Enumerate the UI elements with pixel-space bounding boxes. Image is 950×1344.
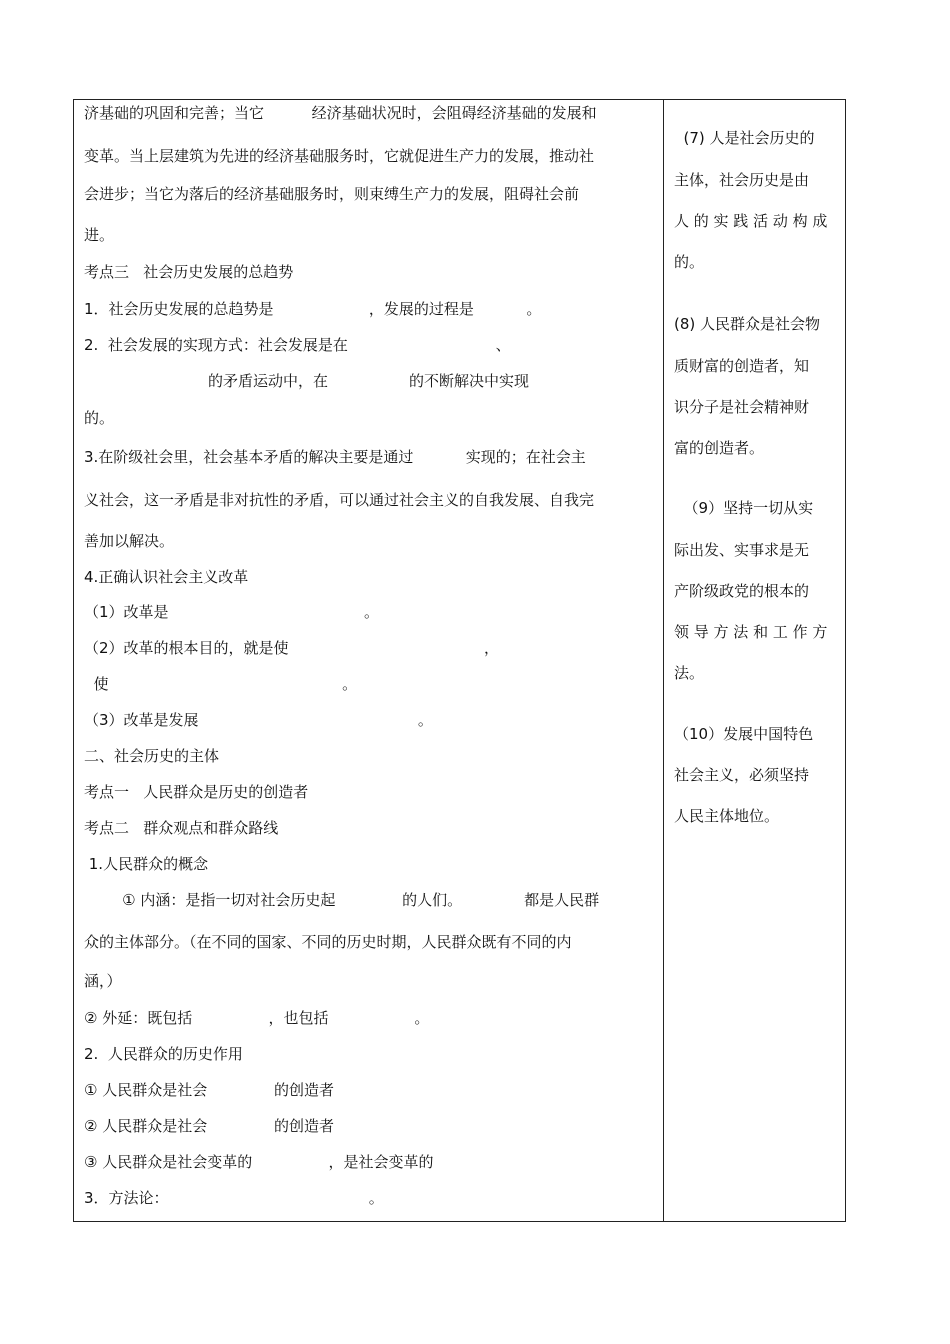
text-line: 义社会，这一矛盾是非对抗性的矛盾，可以通过社会主义的自我发展、自我完 xyxy=(84,491,595,509)
text-line: 变革。当上层建筑为先进的经济基础服务时，它就促进生产力的发展，推动社 xyxy=(84,147,595,165)
note-line: （10）发展中国特色 xyxy=(674,725,814,743)
text-line: （2）改革的根本目的，就是使 ， xyxy=(84,639,500,657)
notes-column xyxy=(664,100,847,1221)
text-line: 2. 社会发展的实现方式：社会发展是在 、 xyxy=(84,336,511,354)
section-heading: 考点一 人民群众是历史的创造者 xyxy=(84,783,309,801)
text-line: ① 人民群众是社会 的创造者 xyxy=(84,1081,334,1099)
note-line: 富的创造者。 xyxy=(674,439,765,457)
text-line: 3.在阶级社会里，社会基本矛盾的解决主要是通过 实现的；在社会主 xyxy=(84,448,586,466)
text-line: ① 内涵：是指一切对社会历史起 的人们。 都是人民群 xyxy=(84,891,600,909)
note-line: (8) 人民群众是社会物 xyxy=(674,315,821,333)
text-line: 涵，） xyxy=(84,972,122,990)
note-line: 质财富的创造者，知 xyxy=(674,357,810,375)
text-line: 1.人民群众的概念 xyxy=(84,855,209,873)
text-line: 进。 xyxy=(84,226,115,244)
text-line: ② 人民群众是社会 的创造者 xyxy=(84,1117,334,1135)
text-line: 2. 人民群众的历史作用 xyxy=(84,1045,243,1063)
note-line: 人民主体地位。 xyxy=(674,807,780,825)
note-line: 的。 xyxy=(674,253,705,271)
text-line: ② 外延：既包括 ，也包括 。 xyxy=(84,1009,430,1027)
note-line: 际出发、实事求是无 xyxy=(674,541,810,559)
text-line: 的矛盾运动中，在 的不断解决中实现 xyxy=(84,372,530,390)
text-line: （1）改革是 。 xyxy=(84,603,380,621)
note-line: 领 导 方 法 和 工 作 方 xyxy=(674,623,828,641)
text-line: ③ 人民群众是社会变革的 ，是社会变革的 xyxy=(84,1153,434,1171)
note-line: (7) 人是社会历史的 xyxy=(674,129,815,147)
note-line: 法。 xyxy=(674,664,705,682)
section-heading: 二、社会历史的主体 xyxy=(84,747,220,765)
text-line: 会进步；当它为落后的经济基础服务时，则束缚生产力的发展，阻碍社会前 xyxy=(84,185,580,203)
section-heading: 考点二 群众观点和群众路线 xyxy=(84,819,279,837)
text-line: 的。 xyxy=(84,409,115,427)
text-line: 济基础的巩固和完善；当它 经济基础状况时，会阻碍经济基础的发展和 xyxy=(84,104,597,122)
text-line: 4.正确认识社会主义改革 xyxy=(84,568,249,586)
note-line: （9）坚持一切从实 xyxy=(674,499,814,517)
note-line: 识分子是社会精神财 xyxy=(674,398,810,416)
content-table xyxy=(73,99,846,1222)
section-heading: 考点三 社会历史发展的总趋势 xyxy=(84,263,294,281)
text-line: 1．社会历史发展的总趋势是 ，发展的过程是 。 xyxy=(84,300,542,318)
text-line: 使 。 xyxy=(84,675,358,693)
note-line: 社会主义，必须坚持 xyxy=(674,766,810,784)
note-line: 产阶级政党的根本的 xyxy=(674,582,810,600)
note-line: 人 的 实 践 活 动 构 成 xyxy=(674,212,828,230)
text-line: 众的主体部分。（在不同的国家、不同的历史时期，人民群众既有不同的内 xyxy=(84,933,572,951)
note-line: 主体，社会历史是由 xyxy=(674,171,810,189)
text-line: （3）改革是发展 。 xyxy=(84,711,433,729)
text-line: 3．方法论： 。 xyxy=(84,1189,384,1207)
text-line: 善加以解决。 xyxy=(84,532,175,550)
